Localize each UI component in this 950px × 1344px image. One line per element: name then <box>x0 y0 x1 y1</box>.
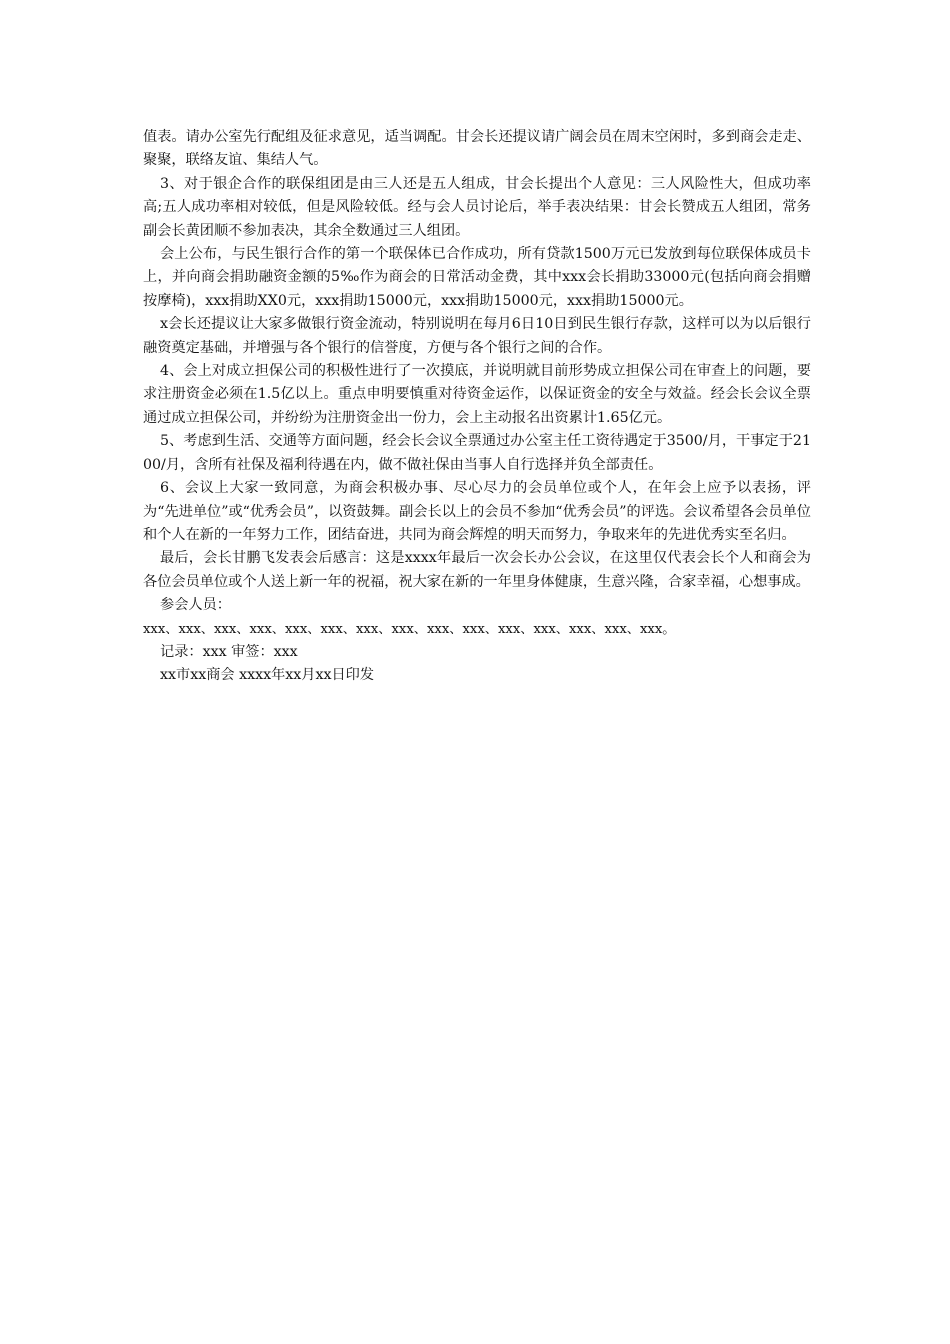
paragraph-closing-remarks: 最后，会长甘鹏飞发表会后感言：这是xxxx年最后一次会长办公会议，在这里仅代表会长个人和商会为各位会员单位或个人送上新一年的祝福，祝大家在新的一年里身体健康，生意兴隆，合家幸福，心想事成。 <box>143 550 811 590</box>
paragraph-loan-announcement: 会上公布，与民生银行合作的第一个联保体已合作成功，所有贷款1500万元已发放到每位联保体成员卡上，并向商会捐助融资金额的5‰作为商会的日常活动金费，其中xxx会长捐助33000元(包括向商会捐赠按摩椅)，xxx捐助XX0元，xxx捐助15000元，xxx捐助15000元，xxx捐助15000元。 <box>143 246 811 309</box>
record-line: 记录：xxx 审签：xxx <box>160 643 298 660</box>
paragraph-item-5: 5、考虑到生活、交通等方面问题，经会长会议全票通过办公室主任工资待遇定于3500/月，干事定于2100/月，含所有社保及福利待遇在内，做不做社保由当事人自行选择并负全部责任。 <box>143 433 811 473</box>
attendees-list: xxx、xxx、xxx、xxx、xxx、xxx、xxx、xxx、xxx、xxx、xxx、xxx、xxx、xxx、xxx。 <box>143 621 676 637</box>
paragraph-item-6: 6、会议上大家一致同意，为商会积极办事、尽心尽力的会员单位或个人，在年会上应予以表扬，评为“先进单位”或“优秀会员”，以资鼓舞。副会长以上的会员不参加“优秀会员”的评选。会议希望各会员单位和个人在新的一年努力工作，团结奋进，共同为商会辉煌的明天而努力，争取来年的先进优秀实至名归。 <box>143 480 811 543</box>
paragraph-bank-deposit: x会长还提议让大家多做银行资金流动，特别说明在每月6日10日到民生银行存款，这样可以为以后银行融资奠定基础，并增强与各个银行的信誉度，方便与各个银行之间的合作。 <box>143 316 811 356</box>
issued-line: xx市xx商会 xxxx年xx月xx日印发 <box>160 667 375 684</box>
paragraph-item-3: 3、对于银企合作的联保组团是由三人还是五人组成，甘会长提出个人意见：三人风险性大，但成功率高;五人成功率相对较低，但是风险较低。经与会人员讨论后，举手表决结果：甘会长赞成五人组团，常务副会长黄团顺不参加表决，其余全数通过三人组团。 <box>143 175 811 239</box>
paragraph-continued: 值表。请办公室先行配组及征求意见，适当调配。甘会长还提议请广阔会员在周末空闲时，多到商会走走、聚聚，联络友谊、集结人气。 <box>143 129 811 169</box>
attendees-label: 参会人员： <box>160 597 231 614</box>
paragraph-item-4: 4、会上对成立担保公司的积极性进行了一次摸底，并说明就目前形势成立担保公司在审查上的问题，要求注册资金必须在1.5亿以上。重点申明要慎重对待资金运作，以保证资金的安全与效益。经会长会议全票通过成立担保公司，并纷纷为注册资金出一份力，会上主动报名出资累计1.65亿元。 <box>143 363 811 426</box>
document-body <box>143 126 811 688</box>
